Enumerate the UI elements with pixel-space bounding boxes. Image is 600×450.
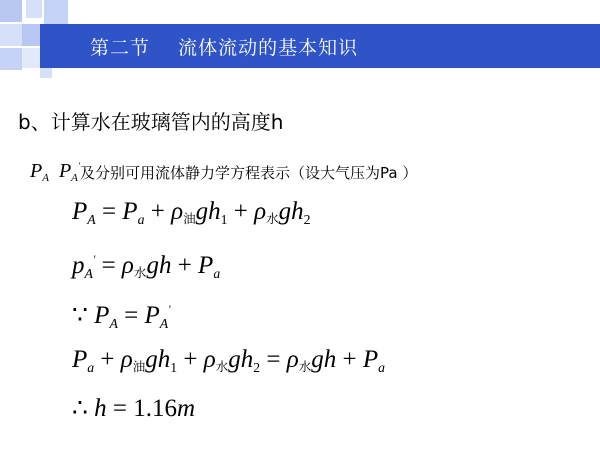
decor-square-6: [0, 48, 22, 70]
water-label-1: 水: [266, 210, 279, 226]
decor-square-8: [40, 68, 52, 78]
intro-text: 及分别可用流体静力学方程表示（设大气压为Pa ）: [80, 164, 418, 182]
section-subtitle: b、计算水在玻璃管内的高度h: [18, 110, 284, 134]
equation-4: $P_a + \rho$油$gh_1 + \rho$水$gh_2 = \rho$水gh + $P_a$: [72, 346, 386, 375]
equation-5: ∴ h = 1.16m: [72, 395, 196, 422]
water-label-4: 水: [298, 358, 312, 374]
decor-square-5: [22, 24, 42, 46]
decor-square-3: [44, 0, 68, 24]
water-label-3: 水: [215, 358, 229, 374]
intro-symbols: $P_A$ $P_A'$: [30, 160, 80, 184]
page-title: 第二节 流体流动的基本知识: [90, 37, 359, 59]
equation-1: $P_A = P_a + \rho$油$gh_1 + \rho$水$gh_2$: [72, 198, 311, 227]
oil-label-1: 油: [183, 210, 196, 226]
equation-3: ∵ $P_A = P_A'$: [72, 302, 171, 331]
decor-square-4: [0, 24, 22, 46]
water-label-2: 水: [133, 264, 147, 280]
decor-square-1: [0, 0, 22, 22]
decor-square-2: [26, 0, 42, 18]
equation-2: $p_A' = \rho$水gh + $P_a$: [72, 252, 221, 281]
decor-square-7: [22, 48, 40, 68]
oil-label-2: 油: [132, 358, 146, 374]
